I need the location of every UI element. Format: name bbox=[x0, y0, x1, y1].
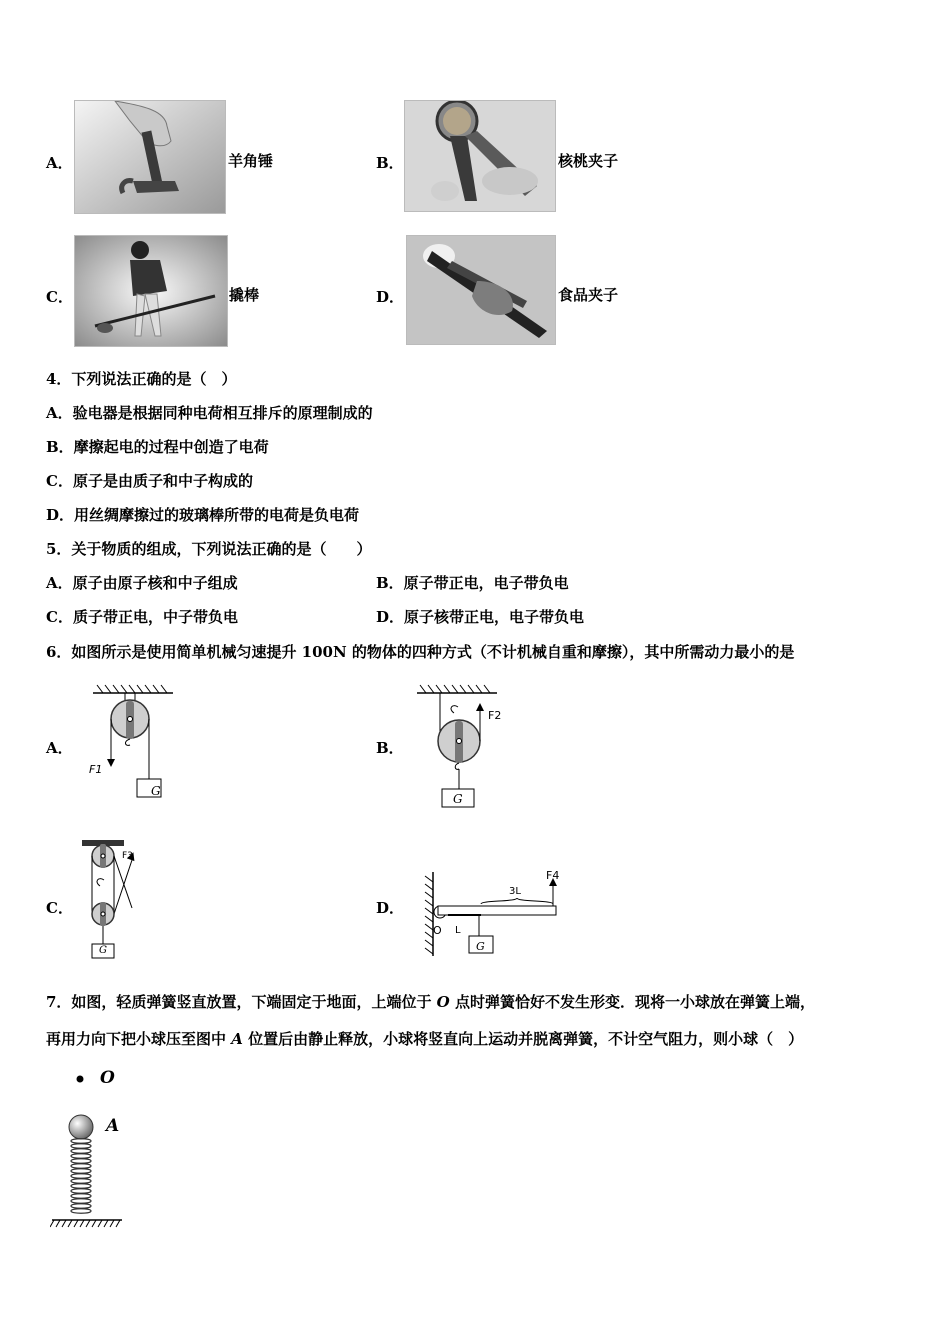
option-b-letter: B． bbox=[376, 154, 404, 172]
option-b-caption: 核桃夹子 bbox=[558, 152, 619, 170]
short-arm-label: L bbox=[455, 925, 461, 936]
weight-label-c: G bbox=[99, 945, 107, 956]
q5-option-b: B．原子带正电，电子带负电 bbox=[376, 574, 569, 592]
point-a-label: A bbox=[106, 1116, 120, 1136]
crowbar-photo bbox=[74, 235, 228, 347]
q4-option-a: A．验电器是根据同种电荷相互排斥的原理制成的 bbox=[46, 404, 373, 422]
option-d-caption: 食品夹子 bbox=[558, 286, 619, 304]
option-a-letter: A． bbox=[46, 154, 73, 172]
q7-line1-b: 点时弹簧恰好不发生形变．现将一小球放在弹簧上端， bbox=[449, 993, 815, 1011]
q4-option-c: C．原子是由质子和中子构成的 bbox=[46, 472, 253, 490]
q6-stem: 6．如图所示是使用简单机械匀速提升 100N 的物体的四种方式（不计机械自重和摩擦），其中所需动力最小的是 bbox=[46, 643, 795, 661]
q5-stem: 5．关于物质的组成，下列说法正确的是（ ） bbox=[46, 540, 372, 558]
q7-line1-o: O bbox=[436, 993, 450, 1011]
q7-line2-b: 位置后由静止释放，小球将竖直向上运动并脱离弹簧，不计空气阻力，则小球（ ） bbox=[242, 1030, 804, 1048]
claw-hammer-photo bbox=[74, 100, 226, 214]
fixed-pulley-diagram bbox=[85, 683, 185, 808]
lever-diagram bbox=[413, 868, 573, 963]
weight-label-d: G bbox=[476, 940, 485, 953]
weight-label-a: G bbox=[151, 784, 161, 798]
q7-line1-a: 7．如图，轻质弹簧竖直放置，下端固定于地面，上端位于 bbox=[46, 993, 437, 1011]
q7-stem-line1 bbox=[46, 992, 815, 1012]
option-d-letter: D． bbox=[376, 288, 405, 306]
q7-line2-a-letter: A bbox=[231, 1030, 243, 1048]
option-c-caption: 撬棒 bbox=[229, 286, 260, 304]
q7-line2-a: 再用力向下把小球压至图中 bbox=[46, 1030, 232, 1048]
force-label-f4: F4 bbox=[546, 869, 560, 882]
option-c-letter: C． bbox=[46, 288, 73, 306]
option-a-caption: 羊角锤 bbox=[228, 152, 274, 170]
q6-option-b-letter: B． bbox=[376, 739, 404, 757]
pivot-label: O bbox=[433, 924, 442, 937]
q5-option-c: C．质子带正电，中子带负电 bbox=[46, 608, 238, 626]
nutcracker-photo bbox=[404, 100, 556, 212]
force-label-f1: F1 bbox=[89, 763, 103, 776]
q4-stem: 4．下列说法正确的是（ ） bbox=[46, 370, 237, 388]
point-o-label: O bbox=[100, 1068, 115, 1088]
q5-option-a: A．原子由原子核和中子组成 bbox=[46, 574, 238, 592]
q5-option-d: D．原子核带正电，电子带负电 bbox=[376, 608, 585, 626]
q6-option-a-letter: A． bbox=[46, 739, 73, 757]
force-label-f3: F3 bbox=[122, 851, 133, 861]
food-tongs-photo bbox=[406, 235, 556, 345]
weight-label-b: G bbox=[453, 792, 463, 806]
q7-stem-line2 bbox=[46, 1029, 803, 1049]
long-arm-label: 3L bbox=[509, 886, 521, 897]
pulley-block-diagram bbox=[80, 838, 150, 963]
spring-ball-diagram bbox=[50, 1065, 130, 1230]
q6-option-d-letter: D． bbox=[376, 899, 405, 917]
q4-option-b: B．摩擦起电的过程中创造了电荷 bbox=[46, 438, 269, 456]
force-label-f2: F2 bbox=[488, 709, 502, 722]
q4-option-d: D．用丝绸摩擦过的玻璃棒所带的电荷是负电荷 bbox=[46, 506, 360, 524]
q6-option-c-letter: C． bbox=[46, 899, 73, 917]
